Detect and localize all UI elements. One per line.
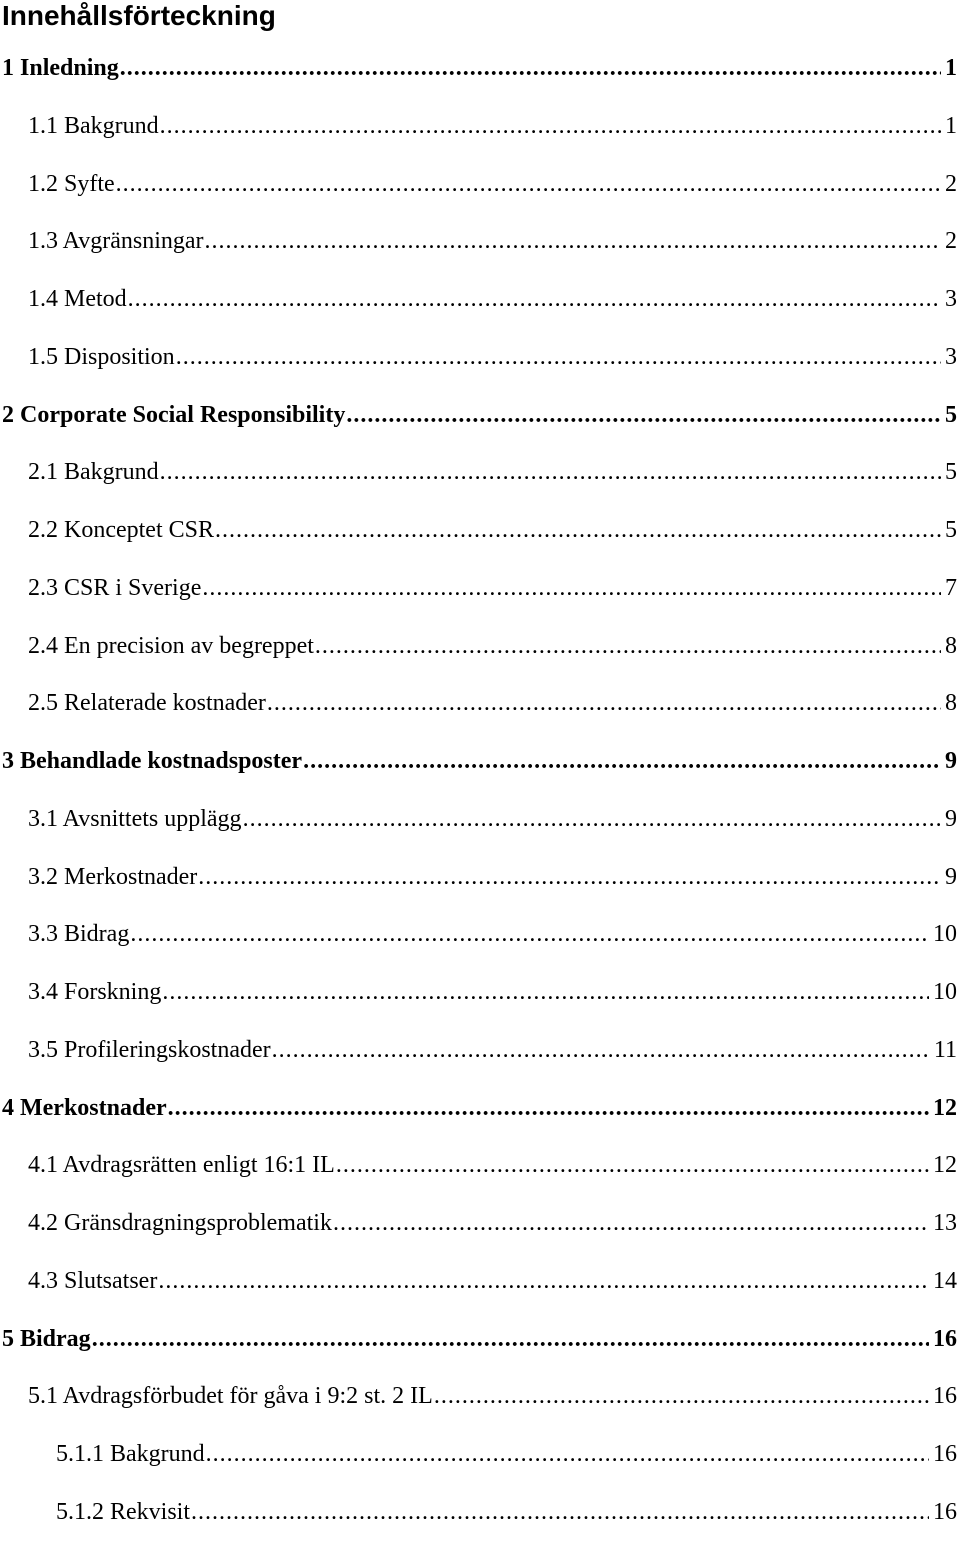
toc-entry-page-number: 11 (933, 1036, 957, 1063)
toc-entry[interactable] (0, 910, 960, 968)
toc-entry-title: 5.1.2 Rekvisit (56, 1498, 191, 1525)
toc-heading: Innehållsförteckning (2, 0, 276, 31)
toc-entry-page-number: 1 (945, 112, 957, 139)
toc-entry[interactable] (0, 160, 960, 218)
toc-entry[interactable] (0, 564, 960, 622)
dot-leader (120, 44, 941, 92)
toc-entry-page-number: 5 (945, 459, 957, 486)
dot-leader (346, 391, 941, 439)
dot-leader (116, 160, 941, 208)
toc-entry-title: 4.3 Slutsatser (28, 1267, 158, 1294)
toc-entry[interactable] (0, 44, 960, 102)
toc-entry-page-number: 10 (933, 979, 957, 1005)
toc-entry-page-number: 16 (933, 1325, 957, 1352)
toc-entry-page-number: 9 (945, 748, 957, 774)
toc-entry-page-number: 14 (933, 1267, 957, 1294)
dot-leader (333, 1199, 929, 1247)
toc-entry-title: 5.1 Avdragsförbudet för gåva i 9:2 st. 2 IL (28, 1383, 433, 1410)
dot-leader (198, 853, 941, 901)
toc-entry[interactable] (0, 391, 960, 449)
toc-entry[interactable] (0, 1430, 960, 1488)
dot-leader (202, 564, 941, 612)
toc-entry-title: 4 Merkostnader (2, 1094, 167, 1121)
toc-entry[interactable] (0, 968, 960, 1026)
dot-leader (92, 1315, 929, 1363)
toc-entry[interactable] (0, 1488, 960, 1546)
dot-leader (158, 1257, 929, 1305)
dot-leader (303, 737, 941, 785)
toc-entry-page-number: 5 (945, 401, 957, 428)
toc-entry-page-number: 3 (945, 286, 957, 312)
toc-entry-page-number: 9 (945, 863, 957, 890)
toc-entry-page-number: 10 (933, 921, 957, 948)
toc-entry[interactable] (0, 506, 960, 564)
toc-entry-title: 1.5 Disposition (28, 343, 175, 370)
toc-entry[interactable] (0, 448, 960, 506)
toc-entry-title: 3.5 Profileringskostnader (28, 1036, 271, 1063)
toc-entry-title: 3.2 Merkostnader (28, 863, 198, 890)
toc-entry[interactable] (0, 1257, 960, 1315)
dot-leader (336, 1141, 929, 1189)
toc-entry-title: 3.1 Avsnittets upplägg (28, 805, 242, 832)
toc-entry[interactable] (0, 622, 960, 680)
dot-leader (267, 679, 941, 727)
toc-entry-title: 2.2 Konceptet CSR (28, 517, 214, 543)
toc-entry-page-number: 2 (945, 170, 957, 197)
table-of-contents (0, 44, 960, 1546)
toc-entry[interactable] (0, 1315, 960, 1373)
dot-leader (434, 1372, 929, 1420)
toc-entry-title: 5.1.1 Bakgrund (56, 1441, 205, 1467)
toc-entry-page-number: 16 (933, 1383, 957, 1410)
toc-entry-page-number: 3 (945, 343, 957, 370)
toc-entry-page-number: 16 (933, 1498, 957, 1525)
toc-entry-title: 1 Inledning (2, 55, 119, 81)
dot-leader (160, 448, 941, 496)
toc-entry[interactable] (0, 1372, 960, 1430)
toc-entry-page-number: 1 (945, 55, 957, 81)
toc-entry-page-number: 13 (933, 1210, 957, 1236)
toc-entry[interactable] (0, 679, 960, 737)
dot-leader (215, 506, 941, 554)
toc-entry-title: 4.2 Gränsdragningsproblematik (28, 1210, 332, 1236)
toc-entry-title: 1.1 Bakgrund (28, 112, 159, 139)
dot-leader (206, 1430, 929, 1478)
toc-entry[interactable] (0, 853, 960, 911)
toc-entry-page-number: 2 (945, 228, 957, 255)
toc-entry-title: 3.4 Forskning (28, 979, 162, 1005)
dot-leader (168, 1084, 929, 1132)
dot-leader (162, 968, 929, 1016)
toc-entry-page-number: 12 (933, 1094, 957, 1121)
toc-entry-page-number: 8 (945, 632, 957, 659)
toc-entry-title: 1.2 Syfte (28, 170, 115, 197)
toc-entry[interactable] (0, 1084, 960, 1142)
toc-entry[interactable] (0, 1141, 960, 1199)
toc-entry-title: 3.3 Bidrag (28, 921, 130, 948)
toc-entry[interactable] (0, 1199, 960, 1257)
toc-entry[interactable] (0, 275, 960, 333)
toc-entry-page-number: 12 (933, 1152, 957, 1179)
dot-leader (130, 910, 929, 958)
dot-leader (128, 275, 941, 323)
toc-entry[interactable] (0, 795, 960, 853)
dot-leader (205, 217, 941, 265)
toc-entry-title: 4.1 Avdragsrätten enligt 16:1 IL (28, 1152, 335, 1179)
toc-entry-title: 2 Corporate Social Responsibility (2, 401, 346, 428)
toc-entry[interactable] (0, 217, 960, 275)
toc-entry-title: 2.3 CSR i Sverige (28, 574, 202, 601)
dot-leader (315, 622, 941, 670)
toc-entry[interactable] (0, 333, 960, 391)
toc-entry[interactable] (0, 1026, 960, 1084)
toc-entry-title: 2.1 Bakgrund (28, 459, 159, 486)
dot-leader (243, 795, 941, 843)
toc-entry[interactable] (0, 737, 960, 795)
toc-entry-title: 3 Behandlade kostnadsposter (2, 748, 303, 774)
toc-entry-title: 1.4 Metod (28, 286, 127, 312)
toc-entry[interactable] (0, 102, 960, 160)
toc-entry-title: 2.5 Relaterade kostnader (28, 690, 266, 717)
toc-entry-page-number: 7 (945, 574, 957, 601)
dot-leader (191, 1488, 929, 1536)
toc-entry-page-number: 8 (945, 690, 957, 717)
dot-leader (272, 1026, 930, 1074)
toc-entry-page-number: 5 (945, 517, 957, 543)
dot-leader (176, 333, 941, 381)
toc-entry-title: 2.4 En precision av begreppet (28, 632, 314, 659)
toc-entry-page-number: 16 (933, 1441, 957, 1467)
toc-entry-title: 5 Bidrag (2, 1325, 91, 1352)
toc-entry-page-number: 9 (945, 805, 957, 832)
toc-entry-title: 1.3 Avgränsningar (28, 228, 204, 255)
dot-leader (160, 102, 941, 150)
